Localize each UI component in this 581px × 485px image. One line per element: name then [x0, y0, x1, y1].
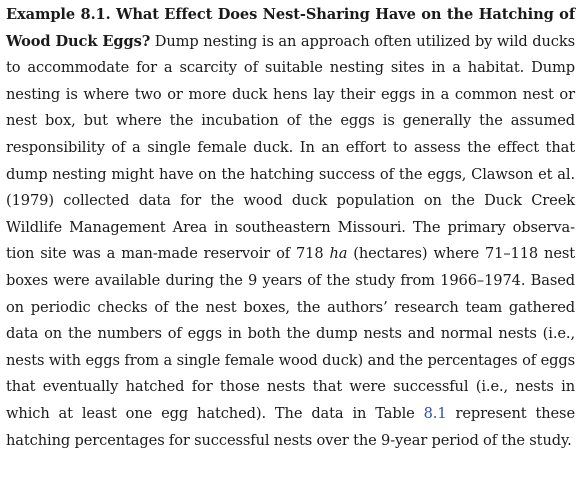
body-text-part-3: represent these hatching percentages for successful nests over the 9-year period of the study. — [6, 404, 575, 449]
example-paragraph — [6, 2, 575, 454]
table-reference-link[interactable]: 8.1 — [423, 404, 447, 422]
example-heading: Example 8.1. What Effect Does Nest-Sharing Have on the Hatching of Wood Duck Eggs? — [6, 6, 575, 50]
body-text-part-1: Dump nesting is an approach often utilized by wild ducks to accommodate for a scarcity of suitable nesting sites in a habitat. Dump nesting is where two or more duck hens lay their eggs in a common nest or nest box, but where the incubation of the eggs is generally the assumed responsibility of a single female duck. In an effort to assess the effect that dump nesting might have on the hatching success of the eggs, Clawson et al. (1979) collected data for the wood duck population on the Duck Creek Wildlife Management Area in southeastern Missouri. The primary observation site was a man-made reservoir of 718 — [6, 32, 575, 263]
body-text-part-2: (hectares) where 71–118 nest boxes were available during the 9 years of the study from 1966–1974. Based on periodic checks of the nest boxes, the authors’ research team gathered data on the numbers of eggs in both the dump nests and normal nests (i.e., nests with eggs from a single female wood duck) and the percentages of eggs that eventually hatched for those nests that were successful (i.e., nests in which at least one egg hatched). The data in Table — [6, 245, 576, 422]
unit-hectares: ha — [329, 245, 348, 263]
